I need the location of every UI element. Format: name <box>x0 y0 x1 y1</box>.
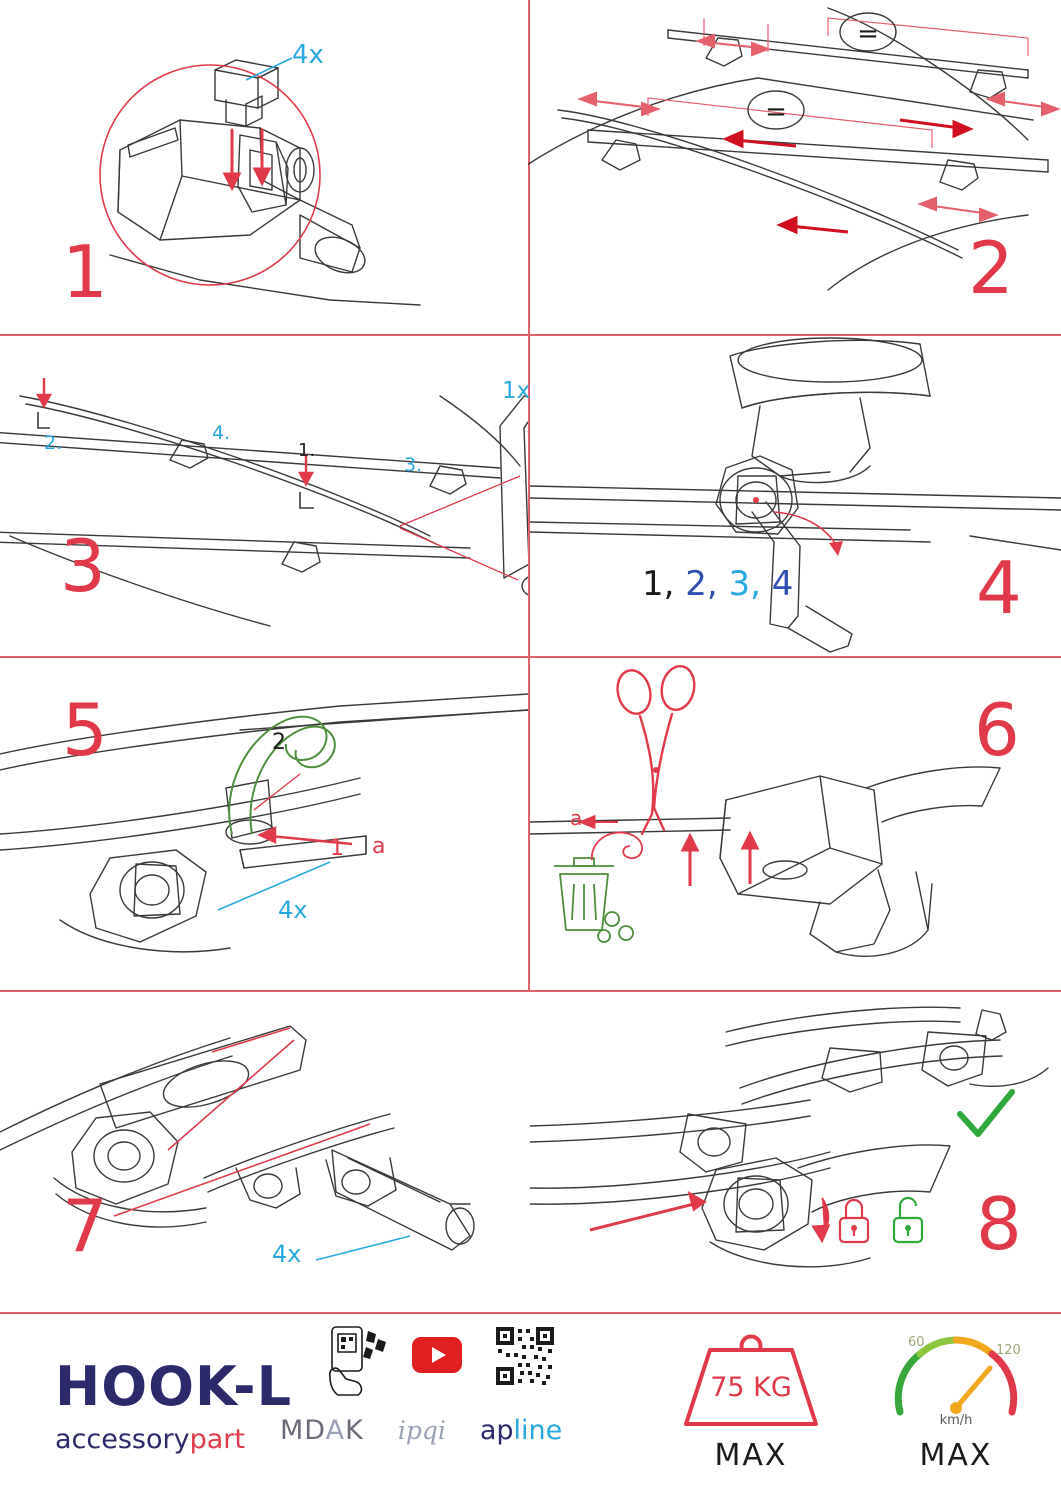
svg-text:=: = <box>857 19 879 49</box>
svg-text:=: = <box>765 97 787 127</box>
qr-scan-hand-icon <box>322 1325 396 1397</box>
divider-row-4 <box>0 1312 1061 1314</box>
partner-apline <box>480 1415 562 1446</box>
product-title: HOOK-L <box>55 1355 292 1418</box>
brand-block <box>55 1355 292 1455</box>
brand-tagline-main: accessory <box>55 1424 190 1455</box>
step-4-panel <box>530 336 1061 656</box>
step-6-panel <box>530 658 1061 988</box>
step-4-sequence <box>642 564 793 604</box>
partner-mdak <box>280 1415 364 1446</box>
seq-item-1: 1, <box>642 564 675 604</box>
step-5-point-a-label: a <box>372 834 386 859</box>
partner-mdak-accent: A <box>325 1415 346 1446</box>
step-5-panel <box>0 658 528 988</box>
step-3-qty-label: 1x <box>502 378 531 404</box>
seq-item-4: 4 <box>771 564 794 604</box>
step-3-order-3-label: 3. <box>404 454 423 476</box>
step-2-panel <box>528 0 1061 334</box>
step-1-number: 1 <box>62 230 106 314</box>
speed-limit-caption: MAX <box>919 1438 993 1473</box>
step-4-number: 4 <box>976 546 1020 630</box>
step-1-panel <box>0 0 528 334</box>
partner-mdak-part1: MD <box>280 1415 326 1446</box>
partner-ipqi: ipqi <box>397 1416 446 1445</box>
qr-code-icon <box>494 1325 556 1387</box>
seq-item-2: 2, <box>685 564 718 604</box>
step-5-strap-label: 2 <box>272 730 286 755</box>
partner-mdak-part2: K <box>345 1415 364 1446</box>
partner-apline-accent: line <box>513 1415 563 1446</box>
partner-apline-part1: ap <box>479 1415 514 1446</box>
step-8-number: 8 <box>976 1182 1020 1266</box>
step-7-qty-label: 4x <box>272 1240 302 1268</box>
partner-logos <box>280 1415 562 1446</box>
step-3-order-2-label: 2. <box>44 432 63 454</box>
step-7-panel <box>0 992 528 1312</box>
seq-item-3: 3, <box>728 564 761 604</box>
step-5-number: 5 <box>62 688 106 772</box>
step-8-panel <box>530 992 1061 1312</box>
step-5-qty-label: 4x <box>278 896 308 924</box>
brand-tagline <box>55 1424 292 1455</box>
step-3-panel <box>0 336 531 656</box>
weight-limit-caption: MAX <box>714 1438 788 1473</box>
youtube-icon[interactable] <box>412 1337 462 1373</box>
speed-limit-gauge-icon <box>886 1320 1026 1432</box>
step-1-qty-label: 4x <box>292 40 324 70</box>
weight-limit-value: 75 KG <box>710 1372 792 1403</box>
step-3-order-1-label: 1. <box>298 440 316 461</box>
gauge-tick-120: 120 <box>996 1343 1021 1358</box>
step-3-number: 3 <box>60 524 104 608</box>
step-7-number: 7 <box>62 1184 106 1268</box>
step-6-number: 6 <box>974 688 1018 772</box>
step-6-point-a-label: a <box>570 806 583 830</box>
step-2-number: 2 <box>968 226 1012 310</box>
gauge-unit: km/h <box>939 1413 973 1428</box>
step-3-order-4-label: 4. <box>212 422 231 444</box>
step-5-pull-label: 1 <box>330 836 344 861</box>
brand-tagline-accent: part <box>189 1424 245 1455</box>
gauge-tick-60: 60 <box>908 1335 925 1350</box>
step-3-illustration <box>0 336 531 656</box>
